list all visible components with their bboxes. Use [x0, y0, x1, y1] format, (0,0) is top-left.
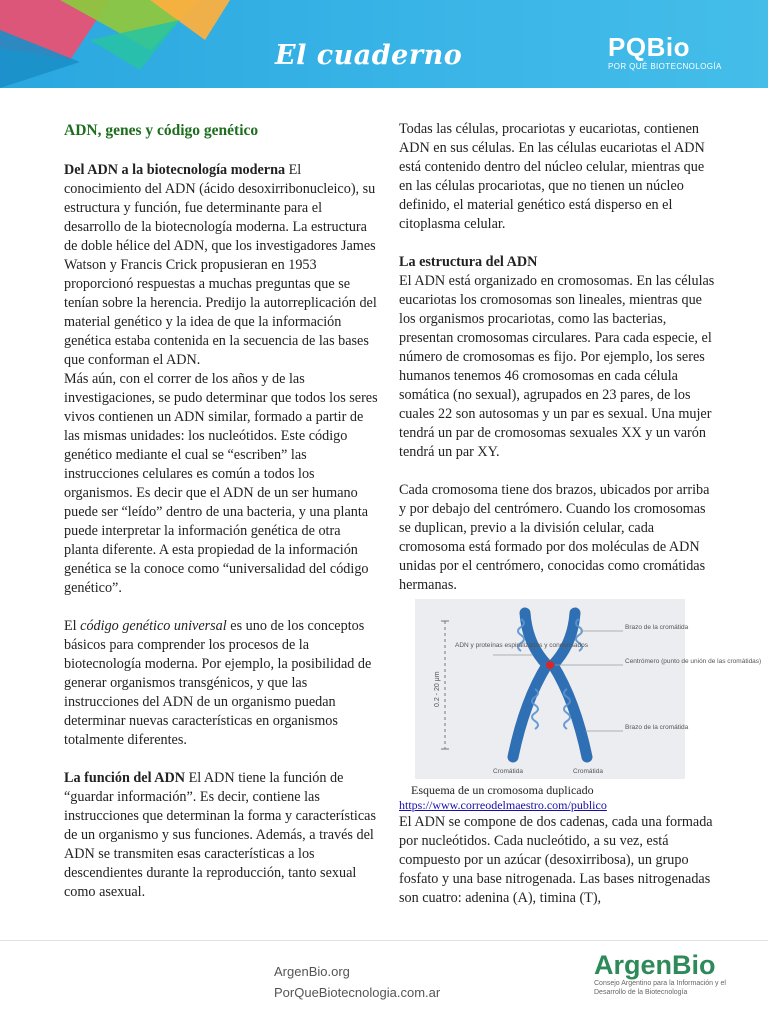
label-centromere: Centrómero (punto de unión de las cromátidas): [625, 658, 762, 665]
section-heading-function: La función del ADN: [64, 770, 186, 786]
paragraph-universal-code: [64, 617, 378, 750]
source-link[interactable]: https://www.correodelmaestro.com/publico: [399, 798, 607, 812]
page-header: [0, 0, 768, 88]
right-column: [399, 120, 762, 908]
label-arm-bottom: Brazo de la cromátida: [625, 724, 689, 731]
scale-label: 0.2 - 20 μm: [434, 671, 441, 707]
document-title: ADN, genes y código genético: [64, 122, 259, 139]
header-title: El cuaderno: [275, 40, 463, 71]
centromere-dot: [546, 661, 554, 669]
function-text: El ADN tiene la función de “guardar información”. Es decir, contiene las instrucciones que determinan la forma y características de un organismo y sus funciones. Además, a través del ADN se transmiten esas características a los descendientes durante la reproducción, tanto sexual como asexual.: [64, 770, 376, 900]
logo-tagline: Consejo Argentino para la Información y el Desarrollo de la Biotecnología: [594, 980, 726, 996]
argenbio-logo: [594, 951, 734, 997]
chromosome-shape: [513, 613, 587, 757]
italic-term: código genético universal: [80, 618, 227, 634]
label-arm-top: Brazo de la cromátida: [625, 624, 689, 631]
label-dna-proteins: ADN y proteínas espiralizados y condensados: [455, 642, 588, 649]
left-column: [64, 120, 378, 902]
chromosome-figure: [415, 599, 762, 779]
logo-name: ArgenBio: [594, 950, 716, 980]
paragraph-intro: [64, 161, 378, 370]
universal-code-text: es uno de los conceptos básicos para comprender los procesos de la biotecnología moderna. Por ejemplo, la posibilidad de generar organismos transgénicos, y que las instrucciones del ADN de un organismo puedan determinar nuevas características en organismos totalmente diferentes.: [64, 618, 372, 748]
paragraph-dna-function: [64, 769, 378, 902]
footer-link-pqbio[interactable]: PorQueBiotecnologia.com.ar: [274, 985, 441, 1000]
paragraph-nucleotides: El ADN se compone de dos cadenas, cada una formada por nucleótidos. Cada nucleótido, a su vez, está compuesto por un azúcar (desoxirribosa), un grupo fosfato y una base nitrogenada. Las bases nitrogenadas son cuatro: adenina (A), timina (T),: [399, 814, 713, 906]
decorative-shapes: [0, 0, 260, 88]
intro-text: El conocimiento del ADN (ácido desoxirribonucleico), su estructura y función, fue determinante para el desarrollo de la biotecnología moderna. La estructura de doble hélice del ADN, que los investigadores James Watson y Francis Crick propusieran en 1953 proporcionó respuestas a muchas preguntas que se tenían sobre la herencia. Predijo la autorreplicación del material genético y la idea de que la información genética estaba contenida en la secuencia de las bases que conforman el ADN.: [64, 162, 377, 368]
page-footer: [0, 940, 768, 1025]
pqbio-logo: [608, 34, 722, 71]
footer-link-argenbio[interactable]: ArgenBio.org: [274, 964, 350, 979]
section-heading-structure: La estructura del ADN: [399, 254, 538, 270]
brand-tagline: POR QUÉ BIOTECNOLOGÍA: [608, 62, 722, 71]
paragraph-universality: Más aún, con el correr de los años y de las investigaciones, se pudo determinar que todos los seres vivos contienen un ADN similar, formado a partir de las mismas unidades: los nucleótidos. Este código genético mediante el cual se “escriben” las instrucciones celulares es común a todos los organismos. Es decir que el ADN de un ser humano puede ser “leído” dentro de una bacteria, y una planta puede interpretar la información genética de otra planta diferente. A esta propiedad de la información genética se la conoce como “universalidad del código genético”.: [64, 371, 378, 596]
paragraph-chromatids: Cada cromosoma tiene dos brazos, ubicados por arriba y por debajo del centrómero. Cuando los cromosomas se duplican, previo a la división celular, cada cromosoma está formado por dos moléculas de ADN unidas por el centrómero, conocidas como cromátidas hermanas.: [399, 482, 710, 593]
label-chromatid-right: Cromátida: [573, 768, 603, 775]
figure-caption: Esquema de un cromosoma duplicado: [411, 783, 594, 797]
label-chromatid-left: Cromátida: [493, 768, 523, 775]
paragraph-cells: Todas las células, procariotas y eucariotas, contienen ADN en sus células. En las células eucariotas el ADN está contenido dentro del núcleo celular, mientras que en las células procariotas, que no tienen un núcleo definido, el material genético está disperso en el citoplasma celular.: [399, 121, 705, 232]
brand-name: PQBio: [608, 32, 690, 62]
footer-urls: [274, 961, 440, 1003]
text-prefix: El: [64, 618, 81, 634]
paragraph-chromosomes: El ADN está organizado en cromosomas. En las células eucariotas los cromosomas son lineales, mientras que los organismos procariotas, como las bacterias, presentan cromosomas circulares. Para cada especie, el número de cromosomas es fijo. Por ejemplo, los seres humanos tenemos 46 cromosomas en cada célula somática (no sexual), agrupados en 23 pares, de los cuales 22 son autosomas y un par es sexual. Una mujer tendrá un par de cromosomas sexuales XX y un varón tendrá un par XY.: [399, 273, 715, 460]
section-heading-biotech: Del ADN a la biotecnología moderna: [64, 162, 286, 178]
